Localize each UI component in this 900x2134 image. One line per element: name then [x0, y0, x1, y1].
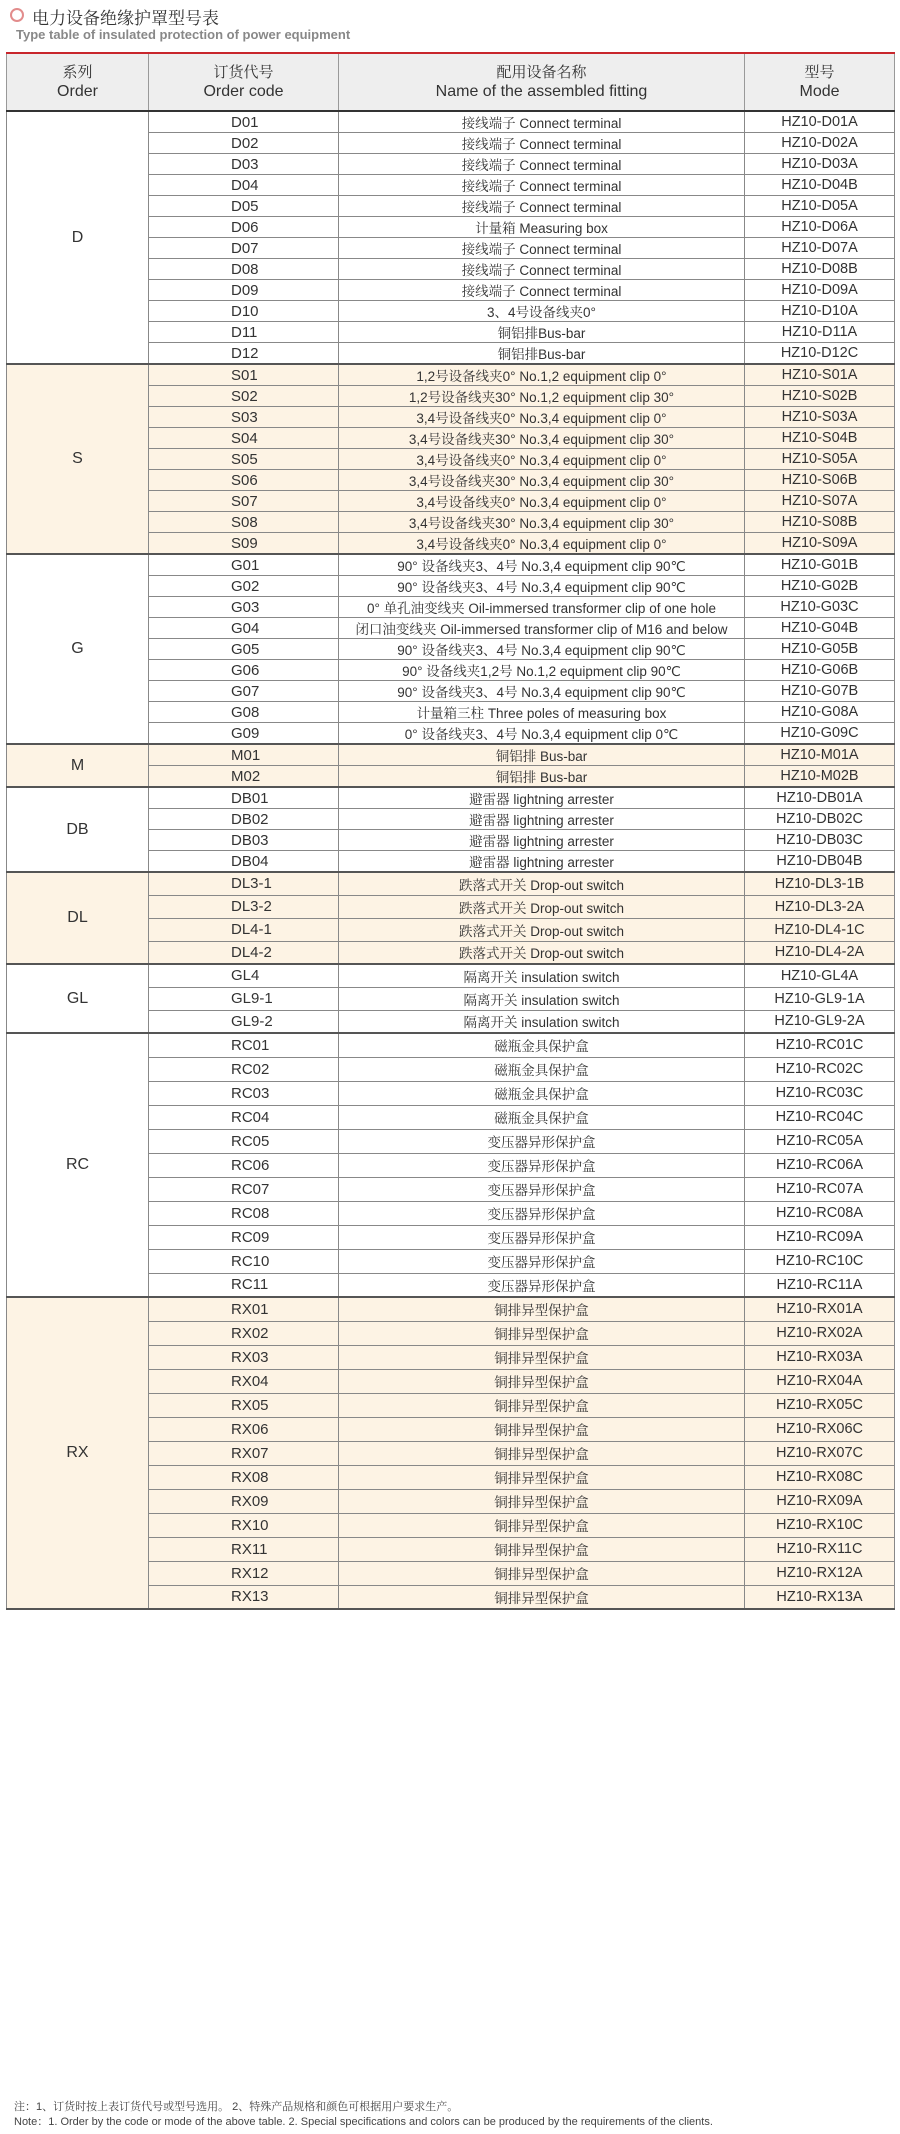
model-cell: HZ10-RX04A [745, 1369, 895, 1393]
model-cell: HZ10-D08B [745, 259, 895, 280]
fitting-name-cell: 90° 设备线夹3、4号 No.3,4 equipment clip 90℃ [339, 681, 745, 702]
order-code-cell: G03 [149, 597, 339, 618]
fitting-name-cell: 铜铝排 Bus-bar [339, 766, 745, 788]
model-cell: HZ10-G03C [745, 597, 895, 618]
fitting-name-cell: 跌落式开关 Drop-out switch [339, 895, 745, 918]
order-code-cell: RC02 [149, 1057, 339, 1081]
fitting-name-cell: 3,4号设备线夹30° No.3,4 equipment clip 30° [339, 512, 745, 533]
model-cell: HZ10-D02A [745, 133, 895, 154]
order-code-cell: S09 [149, 533, 339, 555]
table-row [7, 787, 895, 809]
order-code-cell: G07 [149, 681, 339, 702]
fitting-name-cell: 3,4号设备线夹0° No.3,4 equipment clip 0° [339, 407, 745, 428]
series-cell: DL [7, 872, 149, 964]
series-cell: M [7, 744, 149, 787]
model-cell: HZ10-RX13A [745, 1585, 895, 1609]
model-cell: HZ10-RC07A [745, 1177, 895, 1201]
model-table [6, 52, 895, 1610]
fitting-name-cell: 铜排异型保护盒 [339, 1321, 745, 1345]
fitting-name-cell: 接线端子 Connect terminal [339, 238, 745, 259]
order-code-cell: D03 [149, 154, 339, 175]
circle-bullet-icon [10, 8, 24, 22]
column-header-order: 系列 Order [7, 53, 149, 111]
order-code-cell: D02 [149, 133, 339, 154]
fitting-name-cell: 铜排异型保护盒 [339, 1489, 745, 1513]
fitting-name-cell: 90° 设备线夹3、4号 No.3,4 equipment clip 90℃ [339, 576, 745, 597]
fitting-name-cell: 铜排异型保护盒 [339, 1537, 745, 1561]
fitting-name-cell: 接线端子 Connect terminal [339, 196, 745, 217]
model-cell: HZ10-RX05C [745, 1393, 895, 1417]
order-code-cell: S06 [149, 470, 339, 491]
series-group-dl [7, 872, 895, 964]
column-header-mode: 型号 Mode [745, 53, 895, 111]
model-cell: HZ10-GL9-2A [745, 1010, 895, 1033]
fitting-name-cell: 变压器异形保护盒 [339, 1249, 745, 1273]
order-code-cell: RC01 [149, 1033, 339, 1057]
model-cell: HZ10-D07A [745, 238, 895, 259]
model-cell: HZ10-DB04B [745, 851, 895, 873]
table-row [7, 744, 895, 766]
order-code-cell: D11 [149, 322, 339, 343]
order-code-cell: GL9-2 [149, 1010, 339, 1033]
fitting-name-cell: 变压器异形保护盒 [339, 1273, 745, 1297]
series-group-m [7, 744, 895, 787]
model-cell: HZ10-G08A [745, 702, 895, 723]
order-code-cell: DB03 [149, 830, 339, 851]
fitting-name-cell: 铜排异型保护盒 [339, 1345, 745, 1369]
table-row [7, 554, 895, 576]
order-code-cell: S01 [149, 364, 339, 386]
fitting-name-cell: 避雷器 lightning arrester [339, 830, 745, 851]
fitting-name-cell: 铜排异型保护盒 [339, 1441, 745, 1465]
model-cell: HZ10-RC10C [745, 1249, 895, 1273]
series-group-d [7, 111, 895, 364]
order-code-cell: D08 [149, 259, 339, 280]
order-code-cell: RX03 [149, 1345, 339, 1369]
model-cell: HZ10-RX12A [745, 1561, 895, 1585]
order-code-cell: DB02 [149, 809, 339, 830]
model-cell: HZ10-G09C [745, 723, 895, 745]
order-code-cell: RX05 [149, 1393, 339, 1417]
fitting-name-cell: 铜排异型保护盒 [339, 1561, 745, 1585]
fitting-name-cell: 避雷器 lightning arrester [339, 809, 745, 830]
fitting-name-cell: 3,4号设备线夹0° No.3,4 equipment clip 0° [339, 449, 745, 470]
model-cell: HZ10-G05B [745, 639, 895, 660]
column-header-fitting-name: 配用设备名称 Name of the assembled fitting [339, 53, 745, 111]
series-group-gl [7, 964, 895, 1033]
order-code-cell: S02 [149, 386, 339, 407]
fitting-name-cell: 3,4号设备线夹0° No.3,4 equipment clip 0° [339, 533, 745, 555]
fitting-name-cell: 3,4号设备线夹30° No.3,4 equipment clip 30° [339, 428, 745, 449]
series-group-rx [7, 1297, 895, 1609]
model-cell: HZ10-RC06A [745, 1153, 895, 1177]
fitting-name-cell: 铜排异型保护盒 [339, 1465, 745, 1489]
model-cell: HZ10-S03A [745, 407, 895, 428]
order-code-cell: S07 [149, 491, 339, 512]
table-header-row [7, 53, 895, 111]
order-code-cell: M02 [149, 766, 339, 788]
fitting-name-cell: 接线端子 Connect terminal [339, 259, 745, 280]
fitting-name-cell: 铜铝排Bus-bar [339, 322, 745, 343]
order-code-cell: S04 [149, 428, 339, 449]
series-cell: RC [7, 1033, 149, 1297]
model-cell: HZ10-M02B [745, 766, 895, 788]
fitting-name-cell: 铜排异型保护盒 [339, 1369, 745, 1393]
fitting-name-cell: 3,4号设备线夹30° No.3,4 equipment clip 30° [339, 470, 745, 491]
model-cell: HZ10-RC08A [745, 1201, 895, 1225]
series-cell: RX [7, 1297, 149, 1609]
model-cell: HZ10-RX01A [745, 1297, 895, 1321]
page-subtitle: Type table of insulated protection of power equipment [16, 27, 351, 42]
order-code-cell: D07 [149, 238, 339, 259]
fitting-name-cell: 1,2号设备线夹0° No.1,2 equipment clip 0° [339, 364, 745, 386]
fitting-name-cell: 铜铝排 Bus-bar [339, 744, 745, 766]
model-cell: HZ10-RX03A [745, 1345, 895, 1369]
model-cell: HZ10-RX07C [745, 1441, 895, 1465]
order-code-cell: RX06 [149, 1417, 339, 1441]
model-cell: HZ10-DB02C [745, 809, 895, 830]
table-row [7, 1297, 895, 1321]
fitting-name-cell: 0° 设备线夹3、4号 No.3,4 equipment clip 0℃ [339, 723, 745, 745]
page-header [0, 0, 900, 50]
order-code-cell: G09 [149, 723, 339, 745]
order-code-cell: RX07 [149, 1441, 339, 1465]
model-cell: HZ10-S07A [745, 491, 895, 512]
model-cell: HZ10-S05A [745, 449, 895, 470]
fitting-name-cell: 铜排异型保护盒 [339, 1417, 745, 1441]
page-title: 电力设备绝缘护罩型号表 [32, 9, 219, 29]
fitting-name-cell: 接线端子 Connect terminal [339, 154, 745, 175]
fitting-name-cell: 0° 单孔油变线夹 Oil-immersed transformer clip of one hole [339, 597, 745, 618]
series-cell: GL [7, 964, 149, 1033]
order-code-cell: D04 [149, 175, 339, 196]
model-cell: HZ10-D01A [745, 111, 895, 133]
fitting-name-cell: 90° 设备线夹1,2号 No.1,2 equipment clip 90℃ [339, 660, 745, 681]
fitting-name-cell: 铜铝排Bus-bar [339, 343, 745, 365]
fitting-name-cell: 变压器异形保护盒 [339, 1177, 745, 1201]
fitting-name-cell: 跌落式开关 Drop-out switch [339, 918, 745, 941]
order-code-cell: DL4-1 [149, 918, 339, 941]
model-cell: HZ10-S08B [745, 512, 895, 533]
fitting-name-cell: 接线端子 Connect terminal [339, 175, 745, 196]
fitting-name-cell: 磁瓶金具保护盒 [339, 1081, 745, 1105]
series-cell: S [7, 364, 149, 554]
model-cell: HZ10-RX11C [745, 1537, 895, 1561]
fitting-name-cell: 变压器异形保护盒 [339, 1225, 745, 1249]
model-cell: HZ10-G04B [745, 618, 895, 639]
fitting-name-cell: 跌落式开关 Drop-out switch [339, 941, 745, 964]
order-code-cell: RX01 [149, 1297, 339, 1321]
model-cell: HZ10-RC11A [745, 1273, 895, 1297]
order-code-cell: RC10 [149, 1249, 339, 1273]
note-en: Note：1. Order by the code or mode of the above table. 2. Special specifications and colors can be produced by the requirements of the clients. [14, 2116, 713, 2128]
model-cell: HZ10-M01A [745, 744, 895, 766]
fitting-name-cell: 接线端子 Connect terminal [339, 280, 745, 301]
model-cell: HZ10-D06A [745, 217, 895, 238]
model-cell: HZ10-RC02C [745, 1057, 895, 1081]
order-code-cell: GL9-1 [149, 987, 339, 1010]
fitting-name-cell: 1,2号设备线夹30° No.1,2 equipment clip 30° [339, 386, 745, 407]
model-cell: HZ10-GL9-1A [745, 987, 895, 1010]
model-cell: HZ10-S06B [745, 470, 895, 491]
order-code-cell: S05 [149, 449, 339, 470]
order-code-cell: RC11 [149, 1273, 339, 1297]
series-group-db [7, 787, 895, 872]
order-code-cell: RX04 [149, 1369, 339, 1393]
series-cell: D [7, 111, 149, 364]
order-code-cell: G04 [149, 618, 339, 639]
order-code-cell: RC06 [149, 1153, 339, 1177]
model-cell: HZ10-DL4-2A [745, 941, 895, 964]
series-cell: DB [7, 787, 149, 872]
table-row [7, 111, 895, 133]
model-cell: HZ10-RC04C [745, 1105, 895, 1129]
order-code-cell: RC03 [149, 1081, 339, 1105]
order-code-cell: RX11 [149, 1537, 339, 1561]
order-code-cell: DL3-1 [149, 872, 339, 895]
model-cell: HZ10-S01A [745, 364, 895, 386]
order-code-cell: G05 [149, 639, 339, 660]
order-code-cell: G06 [149, 660, 339, 681]
model-cell: HZ10-RX09A [745, 1489, 895, 1513]
order-code-cell: RX08 [149, 1465, 339, 1489]
notes [14, 2100, 713, 2130]
fitting-name-cell: 计量箱 Measuring box [339, 217, 745, 238]
order-code-cell: RX09 [149, 1489, 339, 1513]
model-cell: HZ10-RC03C [745, 1081, 895, 1105]
model-cell: HZ10-GL4A [745, 964, 895, 987]
order-code-cell: RC04 [149, 1105, 339, 1129]
fitting-name-cell: 磁瓶金具保护盒 [339, 1105, 745, 1129]
model-cell: HZ10-DB03C [745, 830, 895, 851]
order-code-cell: RX10 [149, 1513, 339, 1537]
fitting-name-cell: 磁瓶金具保护盒 [339, 1033, 745, 1057]
order-code-cell: D05 [149, 196, 339, 217]
fitting-name-cell: 90° 设备线夹3、4号 No.3,4 equipment clip 90℃ [339, 554, 745, 576]
fitting-name-cell: 3、4号设备线夹0° [339, 301, 745, 322]
model-cell: HZ10-S04B [745, 428, 895, 449]
model-cell: HZ10-G06B [745, 660, 895, 681]
fitting-name-cell: 避雷器 lightning arrester [339, 787, 745, 809]
fitting-name-cell: 铜排异型保护盒 [339, 1513, 745, 1537]
model-cell: HZ10-DL3-2A [745, 895, 895, 918]
table-row [7, 364, 895, 386]
fitting-name-cell: 隔离开关 insulation switch [339, 987, 745, 1010]
model-cell: HZ10-D12C [745, 343, 895, 365]
model-cell: HZ10-D09A [745, 280, 895, 301]
order-code-cell: DL3-2 [149, 895, 339, 918]
fitting-name-cell: 变压器异形保护盒 [339, 1153, 745, 1177]
order-code-cell: M01 [149, 744, 339, 766]
model-cell: HZ10-RC01C [745, 1033, 895, 1057]
order-code-cell: D06 [149, 217, 339, 238]
model-cell: HZ10-D11A [745, 322, 895, 343]
model-cell: HZ10-G02B [745, 576, 895, 597]
order-code-cell: RC05 [149, 1129, 339, 1153]
model-cell: HZ10-S02B [745, 386, 895, 407]
series-cell: G [7, 554, 149, 744]
model-cell: HZ10-RC09A [745, 1225, 895, 1249]
order-code-cell: D12 [149, 343, 339, 365]
order-code-cell: DL4-2 [149, 941, 339, 964]
fitting-name-cell: 铜排异型保护盒 [339, 1585, 745, 1609]
order-code-cell: RC09 [149, 1225, 339, 1249]
order-code-cell: G08 [149, 702, 339, 723]
model-cell: HZ10-RX08C [745, 1465, 895, 1489]
fitting-name-cell: 接线端子 Connect terminal [339, 133, 745, 154]
fitting-name-cell: 3,4号设备线夹0° No.3,4 equipment clip 0° [339, 491, 745, 512]
table-row [7, 964, 895, 987]
order-code-cell: GL4 [149, 964, 339, 987]
fitting-name-cell: 隔离开关 insulation switch [339, 964, 745, 987]
order-code-cell: RX13 [149, 1585, 339, 1609]
fitting-name-cell: 铜排异型保护盒 [339, 1297, 745, 1321]
order-code-cell: D10 [149, 301, 339, 322]
fitting-name-cell: 跌落式开关 Drop-out switch [339, 872, 745, 895]
model-cell: HZ10-RX10C [745, 1513, 895, 1537]
fitting-name-cell: 接线端子 Connect terminal [339, 111, 745, 133]
model-cell: HZ10-D10A [745, 301, 895, 322]
order-code-cell: RX12 [149, 1561, 339, 1585]
series-group-s [7, 364, 895, 554]
fitting-name-cell: 磁瓶金具保护盒 [339, 1057, 745, 1081]
model-cell: HZ10-RX02A [745, 1321, 895, 1345]
model-cell: HZ10-S09A [745, 533, 895, 555]
column-header-order-code: 订货代号 Order code [149, 53, 339, 111]
table-row [7, 872, 895, 895]
model-cell: HZ10-G07B [745, 681, 895, 702]
model-cell: HZ10-G01B [745, 554, 895, 576]
model-cell: HZ10-D04B [745, 175, 895, 196]
fitting-name-cell: 变压器异形保护盒 [339, 1129, 745, 1153]
order-code-cell: DB04 [149, 851, 339, 873]
order-code-cell: D01 [149, 111, 339, 133]
model-cell: HZ10-DB01A [745, 787, 895, 809]
model-cell: HZ10-D03A [745, 154, 895, 175]
series-group-rc [7, 1033, 895, 1297]
order-code-cell: RC07 [149, 1177, 339, 1201]
fitting-name-cell: 铜排异型保护盒 [339, 1393, 745, 1417]
fitting-name-cell: 计量箱三柱 Three poles of measuring box [339, 702, 745, 723]
table-row [7, 1033, 895, 1057]
model-cell: HZ10-D05A [745, 196, 895, 217]
model-cell: HZ10-RX06C [745, 1417, 895, 1441]
order-code-cell: S03 [149, 407, 339, 428]
model-cell: HZ10-RC05A [745, 1129, 895, 1153]
series-group-g [7, 554, 895, 744]
fitting-name-cell: 变压器异形保护盒 [339, 1201, 745, 1225]
fitting-name-cell: 隔离开关 insulation switch [339, 1010, 745, 1033]
fitting-name-cell: 90° 设备线夹3、4号 No.3,4 equipment clip 90℃ [339, 639, 745, 660]
order-code-cell: G02 [149, 576, 339, 597]
fitting-name-cell: 避雷器 lightning arrester [339, 851, 745, 873]
order-code-cell: DB01 [149, 787, 339, 809]
fitting-name-cell: 闭口油变线夹 Oil-immersed transformer clip of M16 and below [339, 618, 745, 639]
model-cell: HZ10-DL4-1C [745, 918, 895, 941]
order-code-cell: S08 [149, 512, 339, 533]
order-code-cell: RC08 [149, 1201, 339, 1225]
order-code-cell: G01 [149, 554, 339, 576]
model-cell: HZ10-DL3-1B [745, 872, 895, 895]
order-code-cell: D09 [149, 280, 339, 301]
note-cn: 注：1、订货时按上表订货代号或型号选用。 2、特殊产品规格和颜色可根据用户要求生产。 [14, 2101, 459, 2113]
order-code-cell: RX02 [149, 1321, 339, 1345]
